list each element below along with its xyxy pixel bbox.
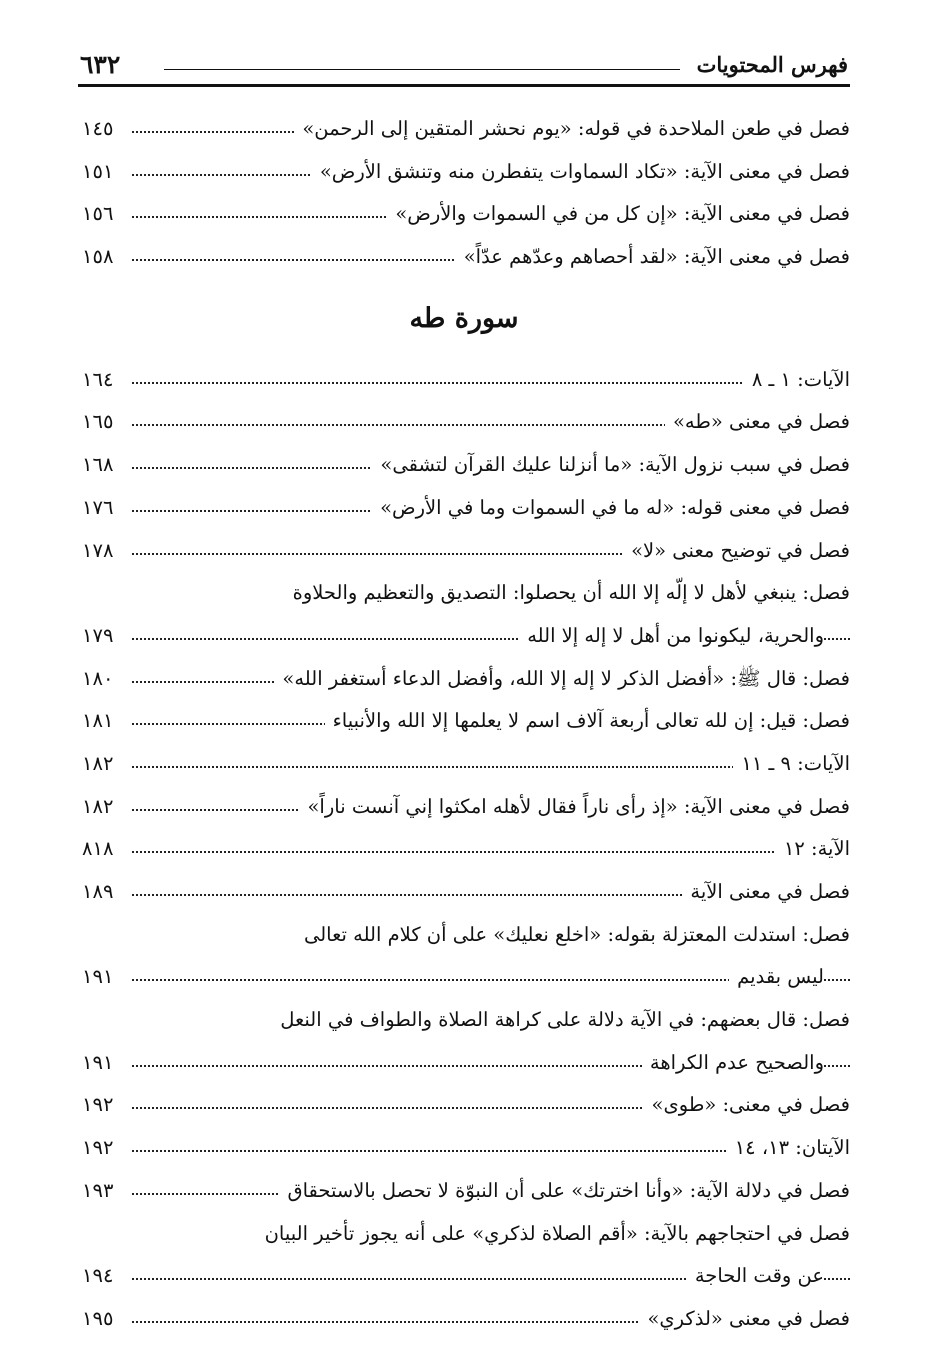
toc-entry: [78, 195, 850, 238]
toc-entry-page: ١٨٩: [82, 880, 114, 903]
dot-leader: [132, 382, 850, 384]
toc-entry-title: والصحيح عدم الكراهة: [642, 1051, 824, 1074]
toc-entry-title: فصل في احتجاجهم بالآية: «أقم الصلاة لذكري» على أنه يجوز تأخير البيان: [257, 1222, 850, 1245]
toc-entry-title: فصل في معنى قوله: «له ما في السموات وما في الأرض»: [372, 496, 850, 519]
toc-entry: [78, 873, 850, 916]
toc-entry-title: الآيتان: ١٣، ١٤: [727, 1136, 850, 1159]
toc-entry: [78, 446, 850, 489]
toc-entry-title: فصل في معنى الآية: «إن كل من في السموات والأرض»: [387, 202, 850, 225]
toc-entry-title: فصل في معنى الآية: «إذ رأى ناراً فقال لأهله امكثوا إني آنست ناراً»: [299, 795, 850, 818]
toc-entry: [78, 532, 850, 575]
toc-entry-page: ١٩٥: [82, 1306, 114, 1330]
toc-entry-page: ١٥٨: [82, 245, 114, 269]
dot-leader: [132, 851, 850, 853]
toc-entry: [78, 1300, 850, 1343]
toc-entry-page: ١٨٠: [82, 666, 114, 690]
toc-entry-page: ١٩٤: [82, 1264, 114, 1288]
toc-entry-title: الآيات: ٩ ـ ١١: [733, 752, 850, 775]
toc-entry: [78, 153, 850, 196]
toc-entry-page: ١٧٦: [82, 495, 114, 519]
toc-entry-page: ١٦٥: [82, 410, 114, 434]
toc-entry: [78, 1129, 850, 1172]
toc-entry: [78, 1044, 850, 1087]
toc-entry-title: فصل في معنى الآية: «تكاد السماوات يتفطرن منه وتنشق الأرض»: [312, 160, 850, 183]
section-heading: سورة طه: [409, 302, 519, 334]
toc-entry-title: الآيات: ١ ـ ٨: [744, 368, 850, 391]
toc-entry: [78, 403, 850, 446]
toc-entry: [78, 958, 850, 1001]
toc-entry-page: ١٨٢: [82, 751, 114, 775]
toc-entry: [78, 788, 850, 831]
header-fill-line: [164, 69, 680, 70]
toc-entry: [78, 617, 850, 660]
toc-entry-title: فصل: قال ﷺ: «أفضل الذكر لا إله إلا الله، وأفضل الدعاء أستغفر الله»: [274, 667, 850, 695]
toc-entry-page: ١٩١: [82, 1050, 114, 1074]
toc-entry-page: ٨١٨: [82, 837, 114, 861]
toc-entry: [78, 489, 850, 532]
toc-entry: [78, 1086, 850, 1129]
toc-entry-title: فصل في دلالة الآية: «وأنا اخترتك» على أن النبوّة لا تحصل بالاستحقاق: [279, 1179, 850, 1202]
toc-entry-title: الآية: ١٢: [776, 837, 850, 860]
toc-entry-title: فصل في سبب نزول الآية: «ما أنزلنا عليك القرآن لتشقى»: [372, 453, 850, 476]
toc-entry-title: فصل في طعن الملاحدة في قوله: «يوم نحشر المتقين إلى الرحمن»: [294, 117, 850, 140]
page-header: [78, 44, 850, 90]
toc-entry-page: ١٧٨: [82, 538, 114, 562]
toc-entry: [78, 1257, 850, 1300]
toc-entry-title: فصل: قيل: إن لله تعالى أربعة آلاف اسم لا يعلمها إلا الله والأنبياء: [325, 709, 850, 732]
toc-entry: [78, 238, 850, 281]
toc-entry-page: ١٥٦: [82, 202, 114, 226]
toc-entry-title: فصل: ينبغي لأهل لا إلّه إلا الله أن يحصلوا: التصديق والتعظيم والحلاوة: [285, 581, 850, 604]
toc-entry-page: ١٩٣: [82, 1178, 114, 1202]
toc-entry-page: ١٩٢: [82, 1136, 114, 1160]
page-number: ٦٣٢: [80, 50, 121, 79]
toc-group-2: [78, 361, 850, 1343]
toc-entry: [78, 660, 850, 703]
toc-entry-title: فصل في معنى «لذكري»: [639, 1307, 850, 1330]
toc-entry-page: ١٨٢: [82, 794, 114, 818]
toc-entry-title: فصل في توضيح معنى «لا»: [623, 539, 850, 562]
toc-entry: [78, 1172, 850, 1215]
toc-entry-title: فصل: استدلت المعتزلة بقوله: «اخلع نعليك» على أن كلام الله تعالى: [296, 923, 850, 946]
toc-entry: [78, 830, 850, 873]
toc-entry: [78, 916, 850, 959]
toc-entry: [78, 361, 850, 404]
toc-entry: [78, 1001, 850, 1044]
toc-entry-title: فصل في معنى: «طوى»: [644, 1093, 850, 1116]
toc-entry-page: ١٦٨: [82, 453, 114, 477]
toc-entry-page: ١٥١: [82, 159, 114, 183]
toc-entry-title: عن وقت الحاجة: [687, 1264, 824, 1287]
toc-entry-page: ١٨١: [82, 709, 114, 733]
toc-entry: [78, 745, 850, 788]
toc-entry: [78, 1215, 850, 1258]
toc-entry-page: ١٦٤: [82, 367, 114, 391]
toc-entry: [78, 702, 850, 745]
toc-entry-title: ليس بقديم: [729, 965, 824, 988]
toc-entry-page: ١٩١: [82, 965, 114, 989]
toc-entry-title: فصل في معنى «طه»: [665, 410, 850, 433]
toc-group-1: [78, 110, 850, 281]
header-rule: [78, 84, 850, 87]
toc-entry: [78, 574, 850, 617]
section-heading-row: [78, 281, 850, 361]
toc-entry-title: فصل: قال بعضهم: في الآية دلالة على كراهة الصلاة والطواف في النعل: [272, 1008, 850, 1031]
toc-entry-page: ١٩٢: [82, 1093, 114, 1117]
toc-entry-title: والحرية، ليكونوا من أهل لا إله إلا الله: [519, 624, 824, 647]
toc-entry-page: ١٤٥: [82, 117, 114, 140]
toc-entry-title: فصل في معنى الآية: [682, 880, 850, 903]
toc-entry-page: ١٧٩: [82, 623, 114, 647]
toc-entry: [78, 110, 850, 153]
running-title: فهرس المحتويات: [696, 52, 848, 77]
toc-list: [78, 110, 850, 1343]
toc-entry-title: فصل في معنى الآية: «لقد أحصاهم وعدّهم عدّاً»: [456, 245, 850, 268]
